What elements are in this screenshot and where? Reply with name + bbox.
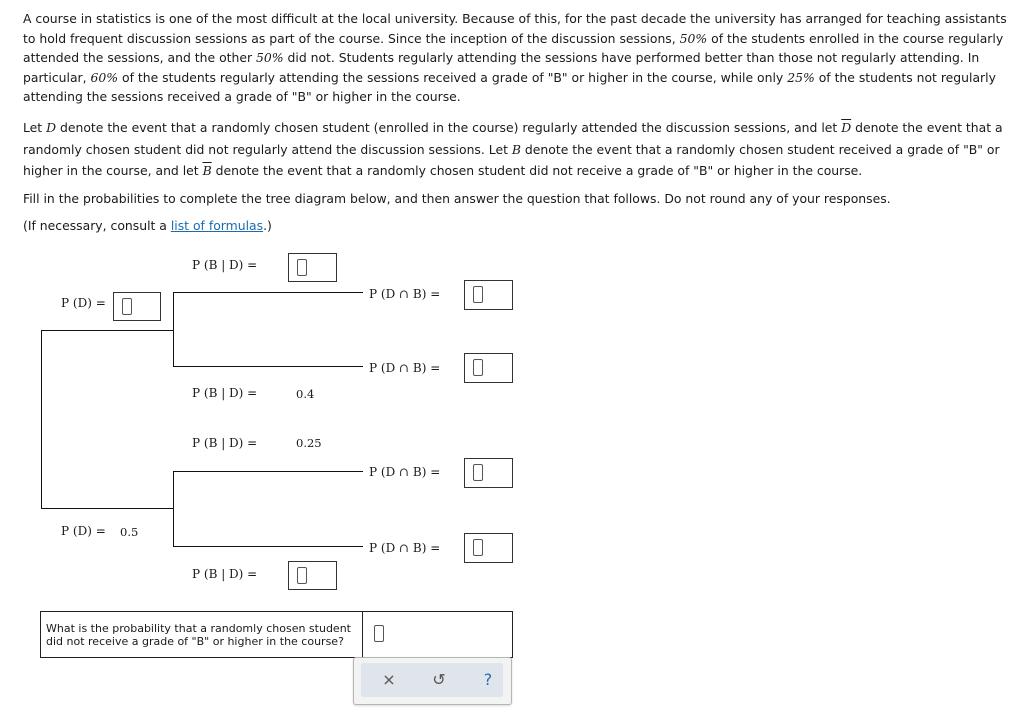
help-icon: ? [483, 670, 493, 689]
clear-button[interactable] [377, 669, 401, 691]
formulas-note: (If necessary, consult a list of formulas.) [23, 218, 272, 233]
input-cursor [374, 625, 384, 642]
close-icon: × [382, 670, 396, 689]
label-p-bbar-given-dbar: P (B | D) = [192, 567, 258, 581]
tree-branch-d-bbar [173, 366, 363, 367]
input-p-bbar-given-dbar[interactable] [288, 561, 337, 590]
problem-paragraph-2: Let D denote the event that a randomly chosen student (enrolled in the course) regularly attended the discussion sessions, and let $\overline{D}$ denote the event that a randomly chosen student did not regularly attend the discussion sessions. Let B denote the event that a randomly chosen student received a grade of "B" or higher in the course, and let $\overline{B}$ denote the event that a randomly chosen student did not receive a grade of "B" or higher in the course. [23, 120, 1003, 178]
label-p-b-given-dbar: P (B | D) = [192, 436, 258, 450]
input-p-d-and-bbar[interactable] [464, 353, 513, 383]
input-cursor [473, 464, 483, 481]
tree-branch-d-b [173, 292, 363, 293]
undo-button[interactable] [427, 669, 451, 691]
problem-paragraph-1: A course in statistics is one of the most difficult at the local university. Because of this, for the past decade the university has arranged for teaching assistants to hold frequent discussion sessions as part of the course. Since the inception of the discussion sessions, 50% of the students enrolled in the course regularly attended the sessions, and the other 50% did not. Students regularly attending the sessions have performed better than those not regularly attending. In particular, 60% of the students regularly attending the sessions received a grade of "B" or higher in the course, while only 25% of the students not regularly attending the sessions received a grade of "B" or higher in the course. [23, 11, 1007, 104]
input-cursor [122, 298, 132, 315]
tree-root-line [41, 330, 42, 508]
list-of-formulas-link[interactable]: list of formulas [170, 218, 264, 233]
input-cursor [297, 259, 307, 276]
label-p-dbar-and-bbar: P (D ∩ B) = [369, 541, 441, 555]
label-p-dbar-and-b: P (D ∩ B) = [369, 465, 441, 479]
label-p-d-and-b: P (D ∩ B) = [369, 287, 441, 301]
tree-dbar-split-line [173, 471, 174, 547]
label-p-dbar: P (D) = [61, 524, 106, 538]
question-box [40, 611, 364, 658]
tree-branch-dbar-b [173, 471, 363, 472]
input-p-dbar-and-b[interactable] [464, 458, 513, 488]
input-p-d[interactable] [113, 292, 161, 321]
input-p-dbar-and-bbar[interactable] [464, 533, 513, 563]
input-p-b-given-d[interactable] [288, 253, 337, 282]
problem-instructions: Fill in the probabilities to complete the tree diagram below, and then answer the question that follows. Do not round any of your responses. [23, 191, 891, 206]
value-p-b-given-dbar: 0.25 [296, 436, 322, 450]
help-button[interactable] [476, 669, 500, 691]
label-p-bbar-given-d: P (B | D) = [192, 386, 258, 400]
tree-d-split-line [173, 292, 174, 367]
answer-input[interactable] [362, 611, 513, 658]
question-text: What is the probability that a randomly chosen student did not receive a grade of "B" or higher in the course? [46, 622, 351, 648]
input-cursor [297, 567, 307, 584]
label-p-b-given-d: P (B | D) = [192, 258, 258, 272]
label-p-d-and-bbar: P (D ∩ B) = [369, 361, 441, 375]
input-cursor [473, 539, 483, 556]
tree-branch-d [41, 330, 174, 331]
input-cursor [473, 359, 483, 376]
value-p-bbar-given-d: 0.4 [296, 387, 315, 401]
toolbar-inner [361, 663, 503, 697]
label-p-d: P (D) = [61, 296, 106, 310]
tree-branch-dbar [41, 508, 174, 509]
answer-toolbar [353, 657, 512, 705]
input-cursor [473, 286, 483, 303]
undo-icon: ↺ [432, 670, 446, 689]
value-p-dbar: 0.5 [120, 525, 139, 539]
tree-branch-dbar-bbar [173, 546, 363, 547]
input-p-d-and-b[interactable] [464, 280, 513, 310]
